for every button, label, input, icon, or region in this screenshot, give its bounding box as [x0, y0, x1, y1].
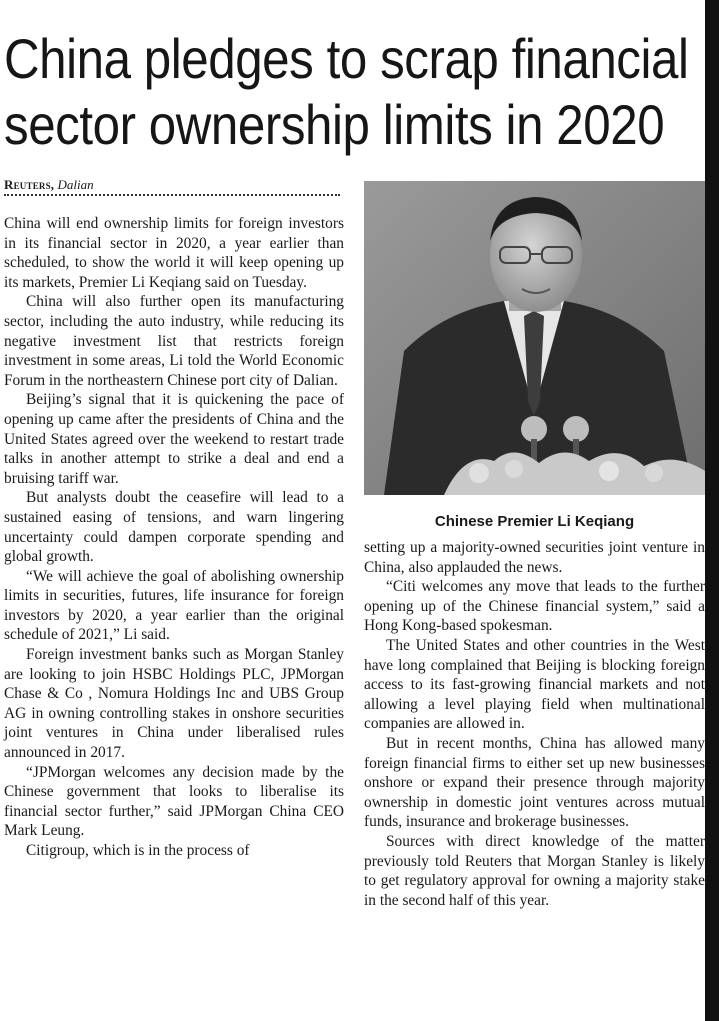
photo-caption: Chinese Premier Li Keqiang [434, 513, 635, 530]
article-paragraph: “We will achieve the goal of abolishing ownership limits in securities, futures, life insurance for foreign investors by 2020, a year earlier than the original schedule of 2021,” Li said. [4, 567, 344, 644]
article-paragraph: China will also further open its manufacturing sector, including the auto industry, while reducing its negative investment list that restricts foreign investment in some areas, Li told the World Economic Forum in the northeastern Chinese port city of Dalian. [4, 293, 344, 389]
headline-line-1: China pledges to scrap financial [4, 27, 689, 90]
headline-line-2: sector ownership limits in 2020 [4, 93, 665, 156]
page-edge-shadow [705, 0, 719, 1021]
article-paragraph: Citigroup, which is in the process of [26, 842, 250, 859]
article-paragraph: “JPMorgan welcomes any decision made by the Chinese government that looks to liberalise its financial sector further,” said JPMorgan China CEO Mark Leung. [4, 763, 344, 840]
article-paragraph: Beijing’s signal that it is quickening the pace of opening up came after the presidents of China and the United States agreed over the weekend to restart trade talks in another attempt to strike a deal and end a bruising tariff war. [4, 391, 344, 487]
article-column-right [364, 538, 705, 910]
dotted-divider [4, 194, 340, 196]
article-paragraph: The United States and other countries in the West have long complained that Beijing is blocking foreign access to its fast-growing financial markets and not allowing a level playing field when multinational companies are allowed in. [364, 636, 705, 733]
photo-illustration [364, 181, 705, 495]
byline-agency: Reuters, [4, 177, 55, 192]
article-paragraph: Foreign investment banks such as Morgan Stanley are looking to join HSBC Holdings PLC, JPMorgan Chase & Co , Nomura Holdings Inc and UBS Group AG in owning controlling stakes in onshore securities joint ventures in China under liberalised rules announced in 2017. [4, 646, 344, 762]
article-paragraph: China will end ownership limits for foreign investors in its financial sector in 2020, a year earlier than scheduled, to show the world it will keep opening up its markets, Premier Li Keqiang said on Tuesday. [4, 215, 344, 291]
article-paragraph: But in recent months, China has allowed many foreign financial firms to either set up new businesses onshore or expand their presence through majority ownership in domestic joint ventures across mutual funds, insurance and brokerage businesses. [364, 734, 705, 831]
article-paragraph: Sources with direct knowledge of the matter previously told Reuters that Morgan Stanley is likely to get regulatory approval for owning a majority stake in the second half of this year. [364, 832, 705, 909]
byline-location: Dalian [57, 177, 94, 192]
byline [4, 177, 94, 193]
article-paragraph: setting up a majority-owned securities joint venture in China, also applauded the news. [364, 539, 705, 576]
article-column-left [4, 214, 344, 861]
headline [4, 26, 689, 158]
news-photo [364, 181, 705, 495]
article-paragraph: But analysts doubt the ceasefire will lead to a sustained easing of tensions, and warn lingering uncertainty could dampen corporate spending and global growth. [4, 489, 344, 566]
article-paragraph: “Citi welcomes any move that leads to the further opening up of the Chinese financial system,” said a Hong Kong-based spokesman. [364, 578, 705, 635]
